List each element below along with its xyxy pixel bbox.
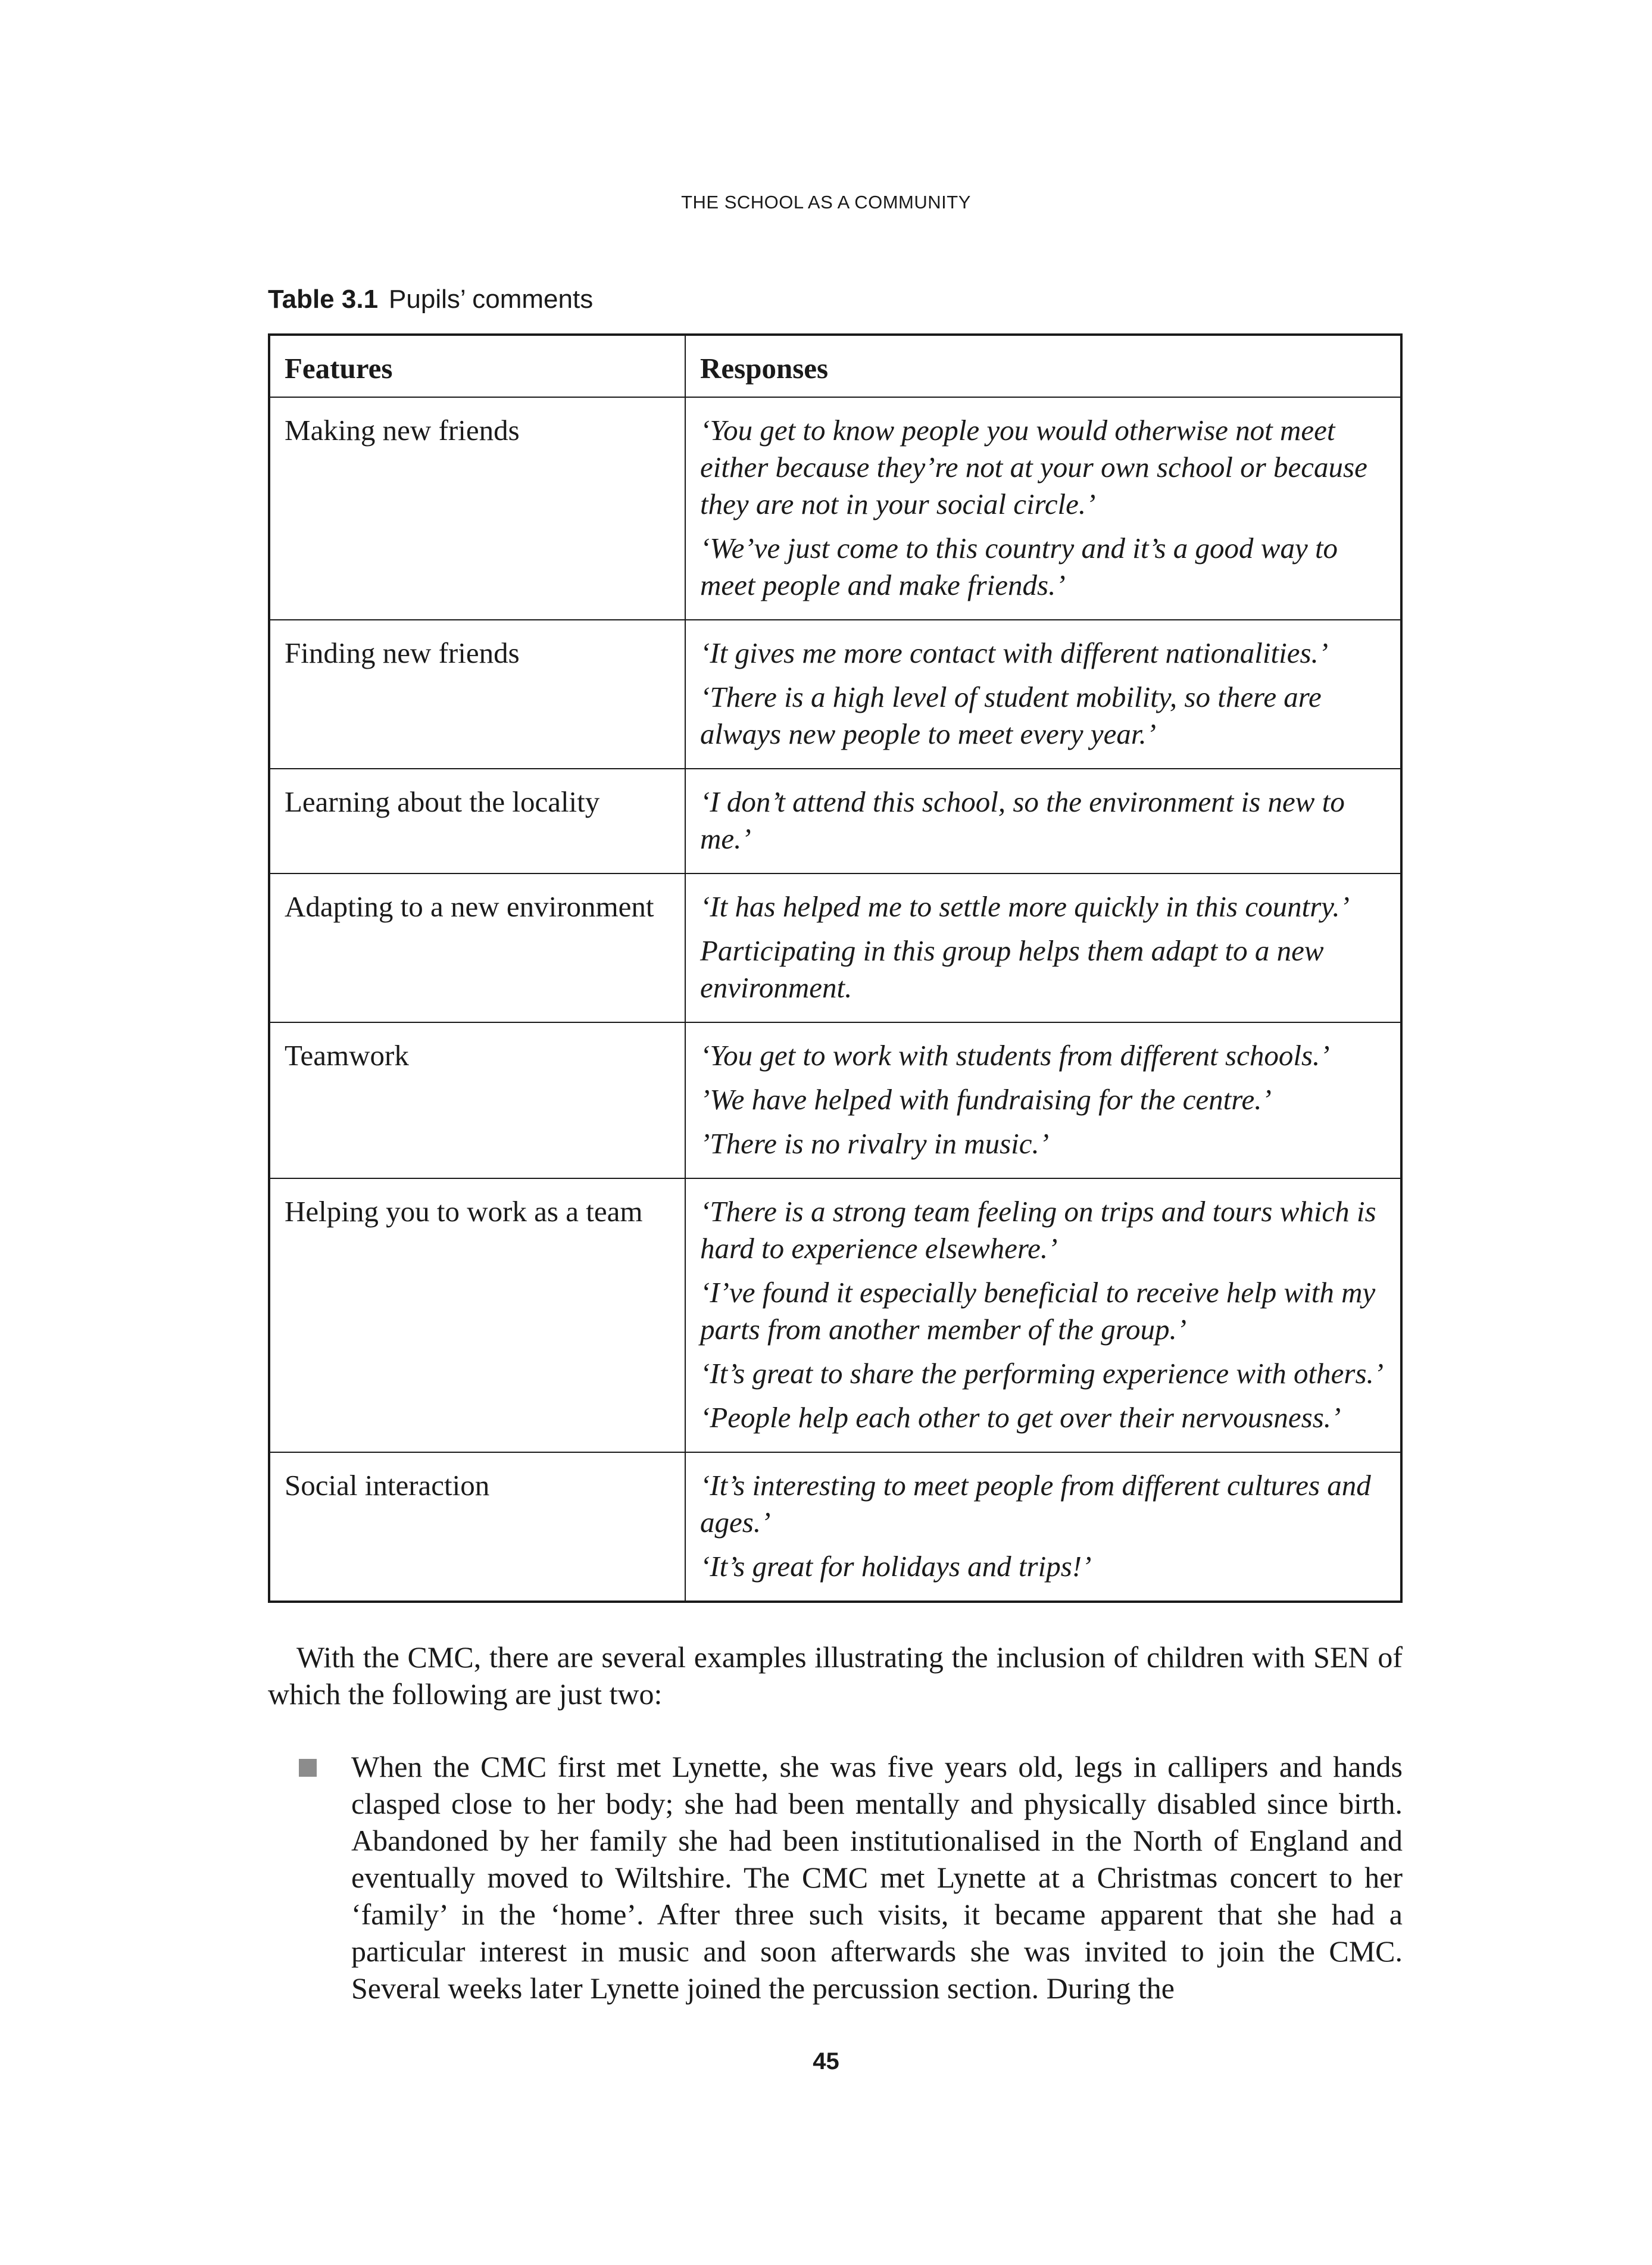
response-quote: ‘You get to know people you would otherwise not meet either because they’re not at your own school or because they are not in your social circle.’: [700, 414, 1367, 520]
pupils-comments-table: [268, 333, 1403, 1603]
table-header-row: [269, 335, 1401, 397]
feature-cell: Teamwork: [269, 1022, 685, 1178]
response-quote: ‘It’s great to share the performing experience with others.’: [700, 1357, 1384, 1390]
responses-cell: [685, 873, 1401, 1022]
response-quote: ‘It has helped me to settle more quickly in this country.’: [700, 890, 1350, 923]
bullet-square-icon: [299, 1759, 317, 1777]
response-quote: ‘I don’t attend this school, so the environment is new to me.’: [700, 785, 1345, 855]
feature-cell: Adapting to a new environment: [269, 873, 685, 1022]
responses-cell: [685, 769, 1401, 873]
table-row: [269, 1452, 1401, 1602]
feature-cell: Helping you to work as a team: [269, 1178, 685, 1452]
table-row: [269, 620, 1401, 769]
table-row: [269, 397, 1401, 620]
running-head: THE SCHOOL AS A COMMUNITY: [681, 192, 971, 213]
table-caption-title: Pupils’ comments: [389, 285, 594, 314]
table-caption: [268, 285, 593, 314]
feature-cell: Finding new friends: [269, 620, 685, 769]
table-row: [269, 769, 1401, 873]
response-quote: ‘You get to work with students from different schools.’: [700, 1039, 1330, 1072]
responses-cell: [685, 1178, 1401, 1452]
table-caption-number: Table 3.1: [268, 285, 379, 314]
responses-cell: [685, 620, 1401, 769]
feature-cell: Social interaction: [269, 1452, 685, 1602]
header-responses: Responses: [685, 335, 1401, 397]
response-quote: ’We have helped with fundraising for the centre.’: [700, 1083, 1272, 1116]
bullet-paragraph: When the CMC first met Lynette, she was five years old, legs in callipers and hands clasped close to her body; she had been mentally and physically disabled since birth. Abandoned by her family she had been institutionalised in the North of England and eventually moved to Wiltshire. The CMC met Lynette at a Christmas concert to her ‘family’ in the ‘home’. After three such visits, it became apparent that she had a particular interest in music and soon afterwards she was invited to join the CMC. Several weeks later Lynette joined the percussion section. During the: [351, 1750, 1403, 2005]
response-quote: ‘It’s interesting to meet people from different cultures and ages.’: [700, 1469, 1371, 1539]
responses-cell: [685, 397, 1401, 620]
intro-paragraph: With the CMC, there are several examples illustrating the inclusion of children with SEN of which the following are just two:: [268, 1640, 1403, 1711]
feature-cell: Making new friends: [269, 397, 685, 620]
responses-cell: [685, 1022, 1401, 1178]
response-quote: ‘It gives me more contact with different nationalities.’: [700, 637, 1329, 669]
response-quote: ‘It’s great for holidays and trips!’: [700, 1550, 1092, 1583]
response-quote: ‘I’ve found it especially beneficial to receive help with my parts from another member of the group.’: [700, 1276, 1376, 1346]
header-features: Features: [269, 335, 685, 397]
response-quote: Participating in this group helps them adapt to a new environment.: [700, 934, 1324, 1004]
response-quote: ‘There is a strong team feeling on trips and tours which is hard to experience elsewhere.’: [700, 1195, 1376, 1265]
feature-cell: Learning about the locality: [269, 769, 685, 873]
table-row: [269, 1178, 1401, 1452]
response-quote: ‘There is a high level of student mobility, so there are always new people to meet every year.’: [700, 681, 1322, 750]
responses-cell: [685, 1452, 1401, 1602]
table-row: [269, 873, 1401, 1022]
response-quote: ‘People help each other to get over their nervousness.’: [700, 1401, 1341, 1434]
table-row: [269, 1022, 1401, 1178]
response-quote: ‘We’ve just come to this country and it’s a good way to meet people and make friends.’: [700, 532, 1338, 601]
response-quote: ’There is no rivalry in music.’: [700, 1127, 1050, 1160]
page-number: 45: [813, 2048, 839, 2074]
